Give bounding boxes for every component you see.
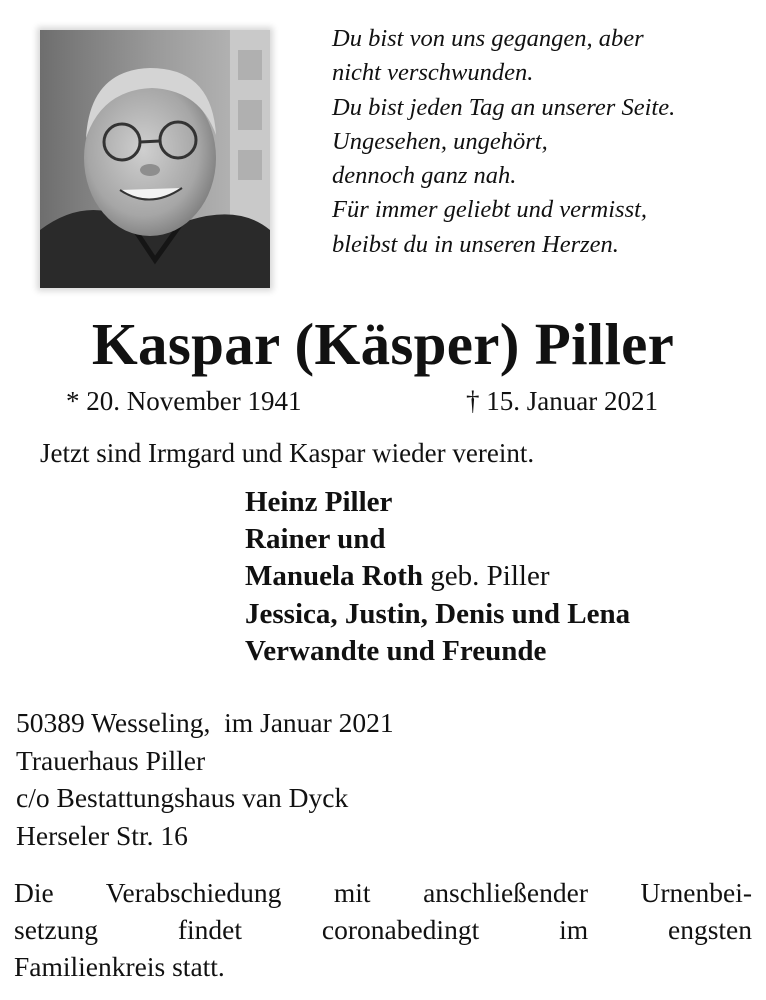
mourning-address bbox=[16, 704, 394, 854]
mourner-name: Rainer und bbox=[245, 523, 386, 556]
address-line: Herseler Str. 16 bbox=[16, 819, 188, 851]
address-line: c/o Bestattungshaus van Dyck bbox=[16, 782, 349, 813]
portrait-illustration bbox=[40, 30, 270, 288]
memorial-poem bbox=[332, 22, 752, 262]
portrait-photo bbox=[40, 30, 270, 288]
notice-line: setzung findet coronabedingt im engsten bbox=[14, 914, 752, 945]
funeral-notice bbox=[14, 874, 752, 985]
poem-line: bleibst du in unseren Herzen. bbox=[332, 230, 619, 258]
poem-line: Für immer geliebt und vermisst, bbox=[332, 196, 648, 224]
birth-date: * 20. November 1941 bbox=[66, 386, 302, 416]
address-line: 50389 Wesseling, im Januar 2021 bbox=[16, 707, 394, 738]
mourner-line bbox=[245, 521, 630, 558]
mourner-name: Jessica, Justin, Denis und Lena bbox=[245, 597, 631, 630]
reunion-line: Jetzt sind Irmgard und Kaspar wieder vereint. bbox=[40, 438, 535, 468]
poem-line: dennoch ganz nah. bbox=[332, 162, 517, 190]
maiden-name-note: geb. Piller bbox=[423, 560, 550, 593]
mourner-name: Verwandte und Freunde bbox=[245, 634, 547, 667]
poem-line: Ungesehen, ungehört, bbox=[332, 127, 548, 155]
mourner-name: Manuela Roth bbox=[245, 560, 424, 593]
mourner-line bbox=[245, 633, 630, 670]
mourner-line bbox=[245, 596, 630, 633]
notice-line: Familienkreis statt. bbox=[14, 951, 225, 982]
mourner-line bbox=[245, 484, 630, 521]
poem-line: Du bist jeden Tag an unserer Seite. bbox=[332, 93, 676, 121]
poem-line: Du bist von uns gegangen, aber bbox=[332, 25, 644, 52]
death-date: † 15. Januar 2021 bbox=[466, 386, 658, 416]
deceased-name: Kaspar (Käsper) Piller bbox=[91, 311, 675, 377]
mourner-name: Heinz Piller bbox=[245, 486, 393, 518]
poem-line: nicht verschwunden. bbox=[332, 59, 534, 87]
address-line: Trauerhaus Piller bbox=[16, 744, 206, 776]
mourners-list bbox=[245, 484, 630, 670]
notice-line: Die Verabschiedung mit anschließender Urnenbei- bbox=[14, 877, 752, 908]
mourner-line bbox=[245, 558, 630, 595]
